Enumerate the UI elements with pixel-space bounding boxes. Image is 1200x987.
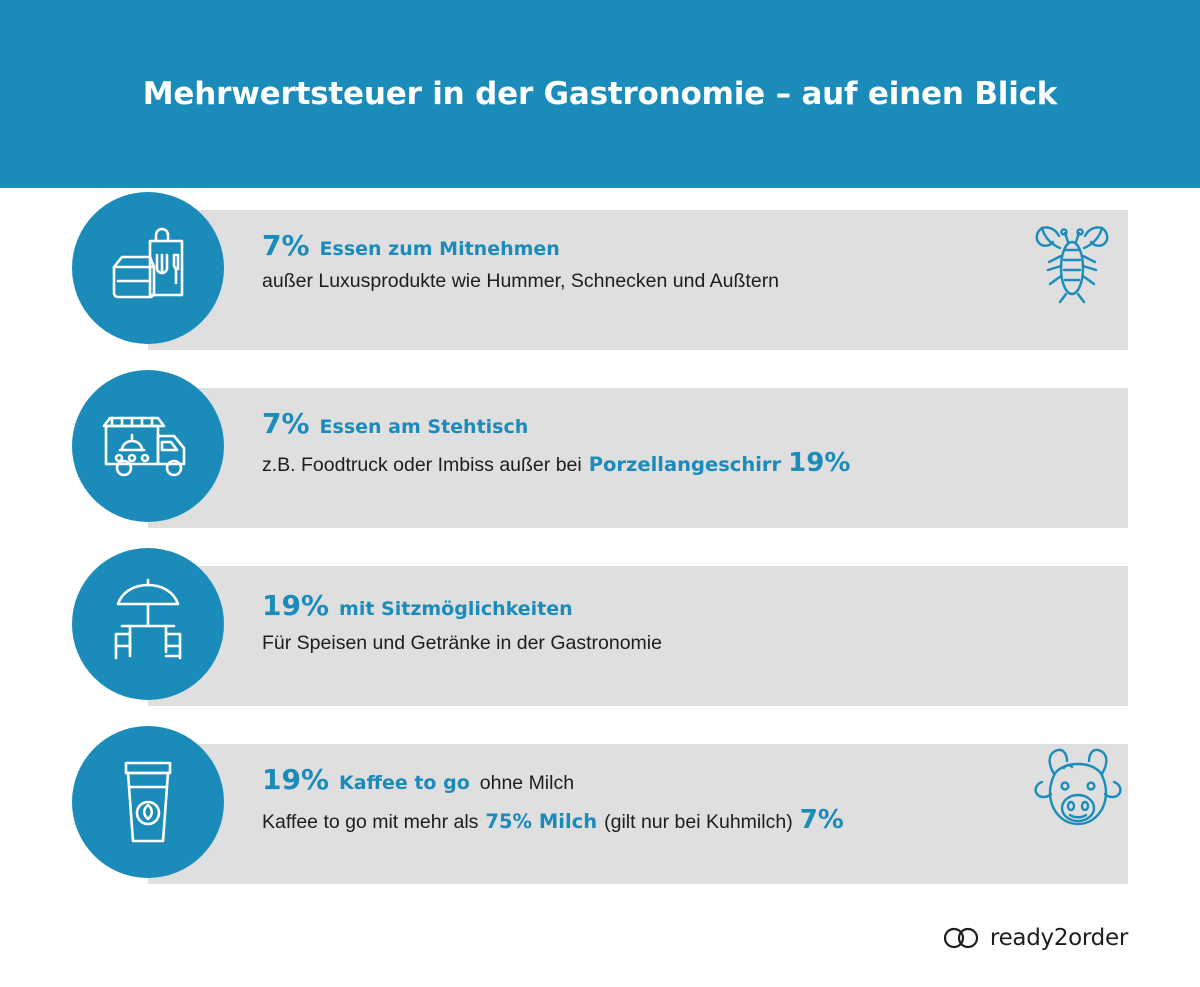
row-highlight: 75% Milch xyxy=(485,810,598,833)
row-label: Kaffee to go xyxy=(339,772,470,794)
row-takeaway xyxy=(0,188,1200,336)
row-standing-table xyxy=(0,366,1200,514)
cow-icon xyxy=(1028,744,1128,840)
row-text-standing-table xyxy=(262,407,1022,478)
coffee-cup-icon xyxy=(72,726,224,878)
row-text-coffee xyxy=(262,763,1022,835)
row-description: außer Luxusprodukte wie Hummer, Schnecken und Außtern xyxy=(262,270,780,292)
row-label-tail: ohne Milch xyxy=(479,772,575,794)
row-percent: 7% xyxy=(262,407,310,440)
row-description: Kaffee to go mit mehr als xyxy=(262,811,479,833)
header-banner xyxy=(0,0,1200,188)
row-description-tail: (gilt nur bei Kuhmilch) xyxy=(604,811,793,833)
row-coffee xyxy=(0,722,1200,870)
row-label: Essen zum Mitnehmen xyxy=(319,238,560,260)
row-text-seating xyxy=(262,589,1022,655)
row-trailing-percent: 19% xyxy=(788,448,851,478)
logo-wordmark: ready2order xyxy=(989,925,1128,951)
row-text-takeaway xyxy=(262,229,1022,293)
row-label: mit Sitzmöglichkeiten xyxy=(339,598,573,620)
foodtruck-icon xyxy=(72,370,224,522)
row-label: Essen am Stehtisch xyxy=(319,416,529,438)
row-seating xyxy=(0,544,1200,692)
page-title: Mehrwertsteuer in der Gastronomie – auf einen Blick xyxy=(142,76,1058,112)
table-parasol-icon xyxy=(72,548,224,700)
row-description: z.B. Foodtruck oder Imbiss außer bei xyxy=(262,454,582,476)
row-percent: 19% xyxy=(262,589,330,622)
row-percent: 19% xyxy=(262,763,330,796)
row-percent: 7% xyxy=(262,229,310,262)
row-description: Für Speisen und Getränke in der Gastronomie xyxy=(262,632,662,654)
row-highlight: Porzellangeschirr xyxy=(588,453,782,476)
footer-logo xyxy=(942,925,1128,951)
takeaway-bag-icon xyxy=(72,192,224,344)
rows-container xyxy=(0,188,1200,900)
ready2order-logo-icon xyxy=(942,925,980,951)
lobster-icon xyxy=(1024,212,1120,308)
row-trailing-percent: 7% xyxy=(799,805,844,835)
